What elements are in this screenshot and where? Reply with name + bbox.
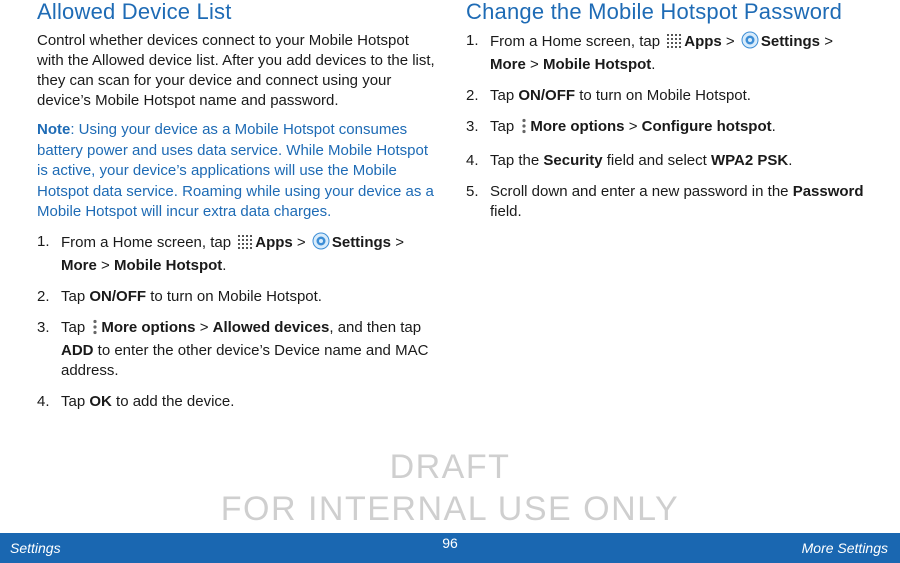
note-paragraph <box>37 120 435 223</box>
draft-watermark-line1: DRAFT <box>389 448 511 486</box>
apps-icon <box>666 33 682 55</box>
list-item: 3. Tap More options > Configure hotspot. <box>466 117 866 140</box>
page-footer <box>0 533 900 563</box>
allowed-device-list-heading: Allowed Device List <box>37 0 232 24</box>
list-item: 4. Tap the Security field and select WPA2 PSK. <box>466 152 793 169</box>
footer-section-label: Settings <box>10 540 61 556</box>
change-password-heading: Change the Mobile Hotspot Password <box>466 0 843 24</box>
list-item: 2. Tap ON/OFF to turn on Mobile Hotspot. <box>37 287 322 305</box>
list-item: 1. From a Home screen, tap Apps > Settings > More > Mobile Hotspot. <box>466 32 833 73</box>
list-item: 5. Scroll down and enter a new password in the Password field. <box>466 183 864 220</box>
change-password-steps <box>466 31 866 222</box>
more-options-icon <box>91 319 99 341</box>
left-column <box>37 0 435 412</box>
list-item: 2. Tap ON/OFF to turn on Mobile Hotspot. <box>466 87 751 104</box>
note-label: Note <box>37 121 71 138</box>
list-item: 4. Tap OK to add the device. <box>37 392 235 410</box>
allowed-device-steps <box>37 232 435 412</box>
draft-watermark-line2: FOR INTERNAL USE ONLY <box>220 490 680 528</box>
settings-icon <box>312 232 330 256</box>
more-options-icon <box>520 118 528 140</box>
note-text: : Using your device as a Mobile Hotspot consumes battery power and uses data service. While Mobile Hotspot is active, your device’s applications will use the Mobile Hotspot data service. Roaming while using your device as a Mobile Hotspot will incur extra data charges. <box>37 121 434 221</box>
allowed-device-intro: Control whether devices connect to your Mobile Hotspot with the Allowed device list. After you add devices to the list, they can scan for your device and connect using your device’s Mobile Hotspot name and password. <box>37 32 435 109</box>
settings-icon <box>741 31 759 55</box>
footer-subsection-label: More Settings <box>801 540 888 556</box>
list-item: 1. From a Home screen, tap Apps > Settings > More > Mobile Hotspot. <box>37 232 404 274</box>
right-column <box>466 0 866 222</box>
apps-icon <box>237 234 253 256</box>
page-number: 96 <box>442 535 458 551</box>
list-item: 3. Tap More options > Allowed devices, and then tap ADD to enter the other device’s Device name and MAC address. <box>37 318 429 379</box>
